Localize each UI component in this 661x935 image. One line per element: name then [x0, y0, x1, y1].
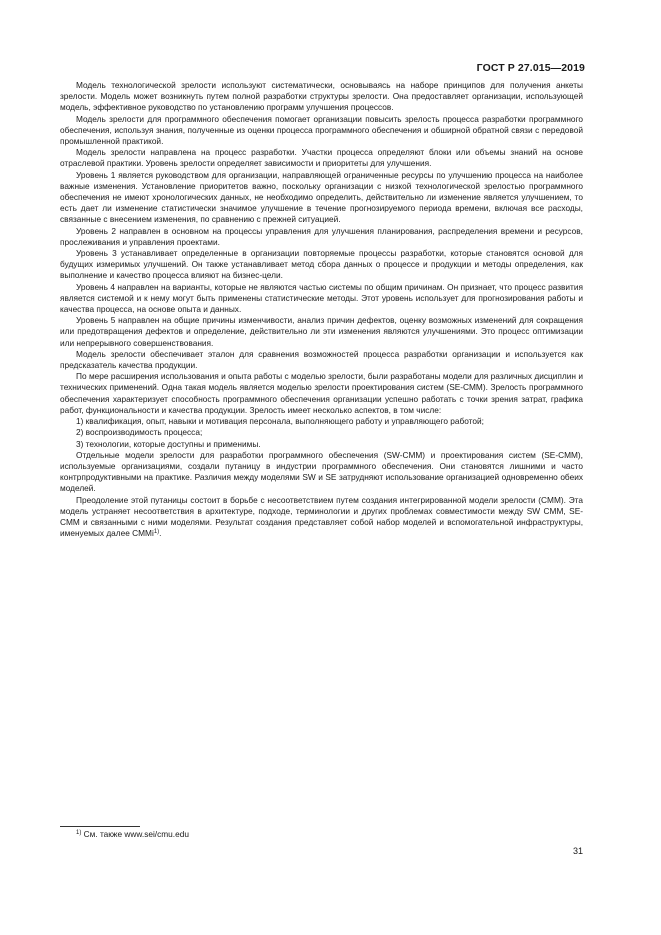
maturity-aspects-list [60, 416, 583, 450]
paragraph: Модель технологической зрелости используют систематически, основываясь на наборе принципов для получения анкеты зрелости. Модель может возникнуть путем полной разработки структуры зрелости. Она предоставляет организации, использующей модель, эффективное руководство по установлению программ улучшения процессов. [60, 80, 583, 113]
footnote-divider [60, 826, 140, 827]
footnote-reference[interactable]: 1) [153, 529, 160, 536]
list-item: 3) технологии, которые доступны и применимы. [76, 438, 261, 449]
list-item: 1) квалификация, опыт, навыки и мотивация персонала, выполняющего работу и управляющего работой; [76, 416, 484, 427]
paragraph: По мере расширения использования и опыта работы с моделью зрелости, были разработаны модели для различных дисциплин и технических применений. Одна такая модель является моделью зрелости проектирования систем (SE-CMM). Зрелость программного обеспечения характеризует способность программного обеспечения организации успешно работать с точки зрения затрат, графика работ, функциональности и качества продукции. Зрелость имеет несколько аспектов, в том числе: [60, 371, 583, 415]
document-standard-code: ГОСТ Р 27.015—2019 [476, 62, 585, 74]
paragraph: Уровень 4 направлен на варианты, которые не являются частью системы по общим причинам. Он признает, что процесс развития является системой и к нему могут быть применены статистические методы. Этот уровень использует для прогнозирования работы и качества процесса, на основе опыта и данных. [60, 281, 583, 315]
paragraph: Модель зрелости обеспечивает эталон для сравнения возможностей процесса разработки организации и используется как предсказатель качества продукции. [60, 348, 583, 371]
list-item: 2) воспроизводимость процесса; [76, 427, 203, 438]
paragraph: Уровень 1 является руководством для организации, направляющей ограниченные ресурсы по улучшению процесса на наиболее важные изменения. Установление приоритетов важно, поскольку организации с низкой технологической зрелостью программного обеспечения не имеют хронологических данных, не необходимо определить, действительно ли изменение является улучшением, то есть дает ли изменение статистически значимое улучшение в течение прогнозируемого периода времени, включая все расходы, связанные с внесением изменения, по сравнению с прежней ситуацией. [60, 169, 583, 225]
paragraph: Модель зрелости направлена на процесс разработки. Участки процесса определяют блоки или объемы знаний на основе отраслевой практики. Уровень зрелости определяет зависимости и приоритеты для улучшения. [60, 147, 583, 169]
paragraph-last-end: . [159, 528, 162, 539]
footnote-text: См. также www.sei/cmu.edu [83, 829, 189, 839]
document-body [60, 80, 583, 539]
footnote [76, 829, 189, 839]
paragraph: Уровень 5 направлен на общие причины изменчивости, анализ причин дефектов, оценку возможных изменений для сокращения или предотвращения дефектов и определение, действительно ли эти изменения являются улучшениями. Это процесс оптимизации или непрерывного совершенствования. [60, 315, 583, 348]
paragraph-last [60, 495, 583, 540]
paragraph: Отдельные модели зрелости для разработки программного обеспечения (SW-CMM) и проектирования систем (SE-CMM), используемые организациями, создали путаницу в индустрии программного обеспечения. Они становятся лишними и часто контрпродуктивными на практике. Различия между моделями SW и SE затрудняют использование организацией одновременно обеих моделей. [60, 449, 583, 494]
footnote-marker: 1) [76, 830, 82, 836]
paragraph: Модель зрелости для программного обеспечения помогает организации повысить зрелость процесса разработки программного обеспечения, используя знания, полученные из оценки процесса программного обеспечения и обширной обратной связи с передовой промышленной практикой. [60, 113, 583, 147]
page-number: 31 [572, 846, 583, 856]
paragraph: Уровень 3 устанавливает определенные в организации повторяемые процессы разработки, которые становятся основой для будущих измеримых улучшений. Он также устанавливает метод сбора данных о процессе и продукции и методы определения, как выполнение и качество процесса влияют на бизнес-цели. [60, 248, 583, 281]
paragraph: Уровень 2 направлен в основном на процессы управления для улучшения планирования, распределения времени и ресурсов, прослеживания и управления проектами. [60, 225, 583, 247]
paragraph-last-text: Преодоление этой путаницы состоит в борьбе с несоответствием путем создания интегрированной модели зрелости (CMM). Эта модель устраняет несоответствия в архитектуре, подходе, терминологии и других проблемах совместимости между SW CMM, SE-CMM и связанными с ними моделями. Результат создания представляет собой набор моделей и вспомогательной инфраструктуры, именуемых далее CMMi [60, 494, 583, 539]
